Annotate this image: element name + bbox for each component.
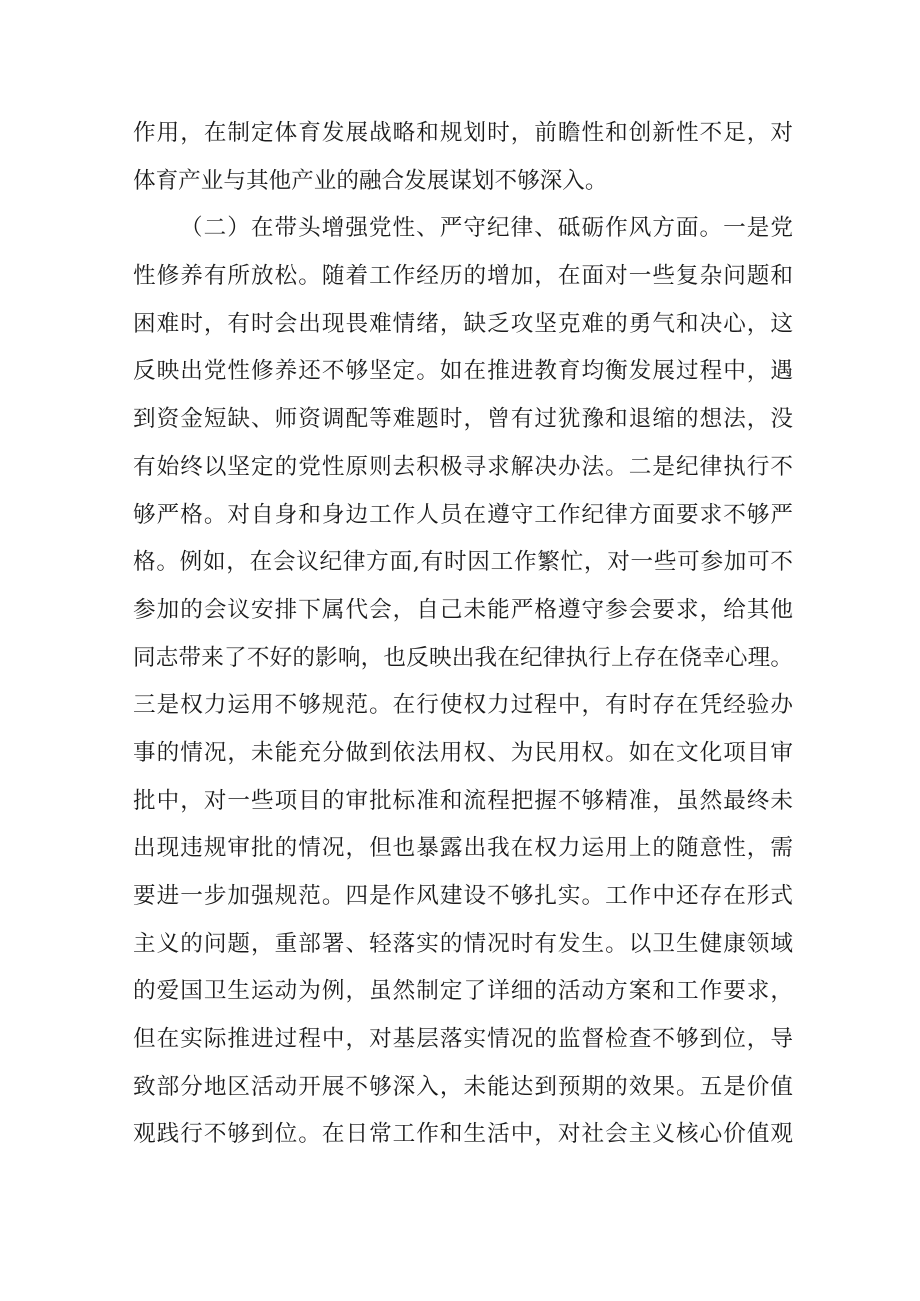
text-line: 三是权力运用不够规范。在行使权力过程中，有时存在凭经验办: [133, 692, 793, 719]
document-body: [133, 110, 793, 1159]
text-line: 要进一步加强规范。四是作风建设不够扎实。工作中还存在形式: [133, 883, 793, 909]
text-line: 够严格。对自身和身边工作人员在遵守工作纪律方面要求不够严: [133, 501, 793, 528]
text-line: 困难时，有时会出现畏难情绪，缺乏攻坚克难的勇气和决心，这: [133, 310, 793, 337]
text-line: 到资金短缺、师资调配等难题时，曾有过犹豫和退缩的想法，没: [133, 406, 793, 433]
section-heading-line: （二）在带头增强党性、严守纪律、砥砺作风方面。一是党: [180, 215, 793, 242]
text-line: 体育产业与其他产业的融合发展谋划不够深入。: [133, 167, 608, 194]
text-line: 致部分地区活动开展不够深入，未能达到预期的效果。五是价值: [133, 1073, 793, 1100]
text-line: 事的情况，未能充分做到依法用权、为民用权。如在文化项目审: [133, 739, 793, 766]
text-line: 格。例如，在会议纪律方面,有时因工作繁忙，对一些可参加可不: [133, 549, 793, 576]
text-line: 观践行不够到位。在日常工作和生活中，对社会主义核心价值观: [133, 1121, 793, 1148]
text-line: 主义的问题，重部署、轻落实的情况时有发生。以卫生健康领域: [133, 930, 793, 957]
text-line: 的爱国卫生运动为例，虽然制定了详细的活动方案和工作要求，: [133, 978, 793, 1005]
text-line: 但在实际推进过程中，对基层落实情况的监督检查不够到位，导: [133, 1026, 793, 1053]
text-line: 出现违规审批的情况，但也暴露出我在权力运用上的随意性，需: [133, 835, 793, 862]
text-line: 同志带来了不好的影响，也反映出我在纪律执行上存在侥幸心理。: [133, 644, 793, 671]
text-line: 性修养有所放松。随着工作经历的增加，在面对一些复杂问题和: [133, 263, 793, 290]
text-line: 反映出党性修养还不够坚定。如在推进教育均衡发展过程中，遇: [133, 358, 793, 385]
text-line: 批中，对一些项目的审批标准和流程把握不够精准，虽然最终未: [133, 787, 793, 814]
text-line: 作用，在制定体育发展战略和规划时，前瞻性和创新性不足，对: [133, 120, 793, 146]
text-line: 参加的会议安排下属代会，自己未能严格遵守参会要求，给其他: [133, 596, 793, 623]
text-line: 有始终以坚定的党性原则去积极寻求解决办法。二是纪律执行不: [133, 453, 793, 480]
